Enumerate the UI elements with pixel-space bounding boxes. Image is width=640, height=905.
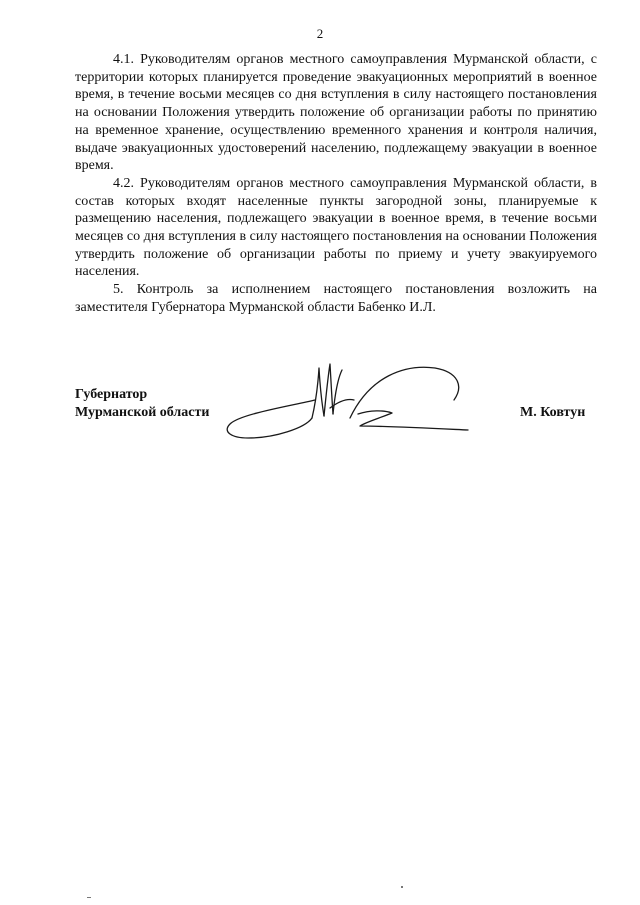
document-body: [75, 51, 597, 317]
paragraph-5: 5. Контроль за исполнением настоящего постановления возложить на заместителя Губернатора Мурманской области Бабенко И.Л.: [75, 282, 597, 315]
handwritten-signature: [220, 356, 480, 446]
signatory-title: Губернатор: [75, 387, 148, 402]
paragraph-4-1: 4.1. Руководителям органов местного самоуправления Мурманской области, с территории которых планируется проведение эвакуационных мероприятий в военное время, в течение восьми месяцев со дня вступления в силу настоящего постановления на основании Положения утвердить положение об организации работы по принятию на временное хранение, осуществлению временного хранения и контроля наличия, выдаче эвакуационных удостоверений населению, подлежащему эвакуации в военное время.: [75, 52, 597, 174]
paragraph-4-2: 4.2. Руководителям органов местного самоуправления Мурманской области, в состав которых входят населенные пункты загородной зоны, планируемые к размещению населения, подлежащего эвакуации в военное время, в течение восьми месяцев со дня вступления в силу настоящего постановления на основании Положения утвердить положение об организации работы по приему и учету эвакуируемого населения.: [75, 175, 597, 280]
scan-artifact: [401, 886, 403, 888]
signatory-name: М. Ковтун: [520, 405, 586, 420]
scan-artifact: [87, 897, 91, 898]
signatory-region: Мурманской области: [75, 405, 210, 420]
page-number: 2: [316, 26, 324, 41]
signatory-position: [75, 386, 209, 422]
